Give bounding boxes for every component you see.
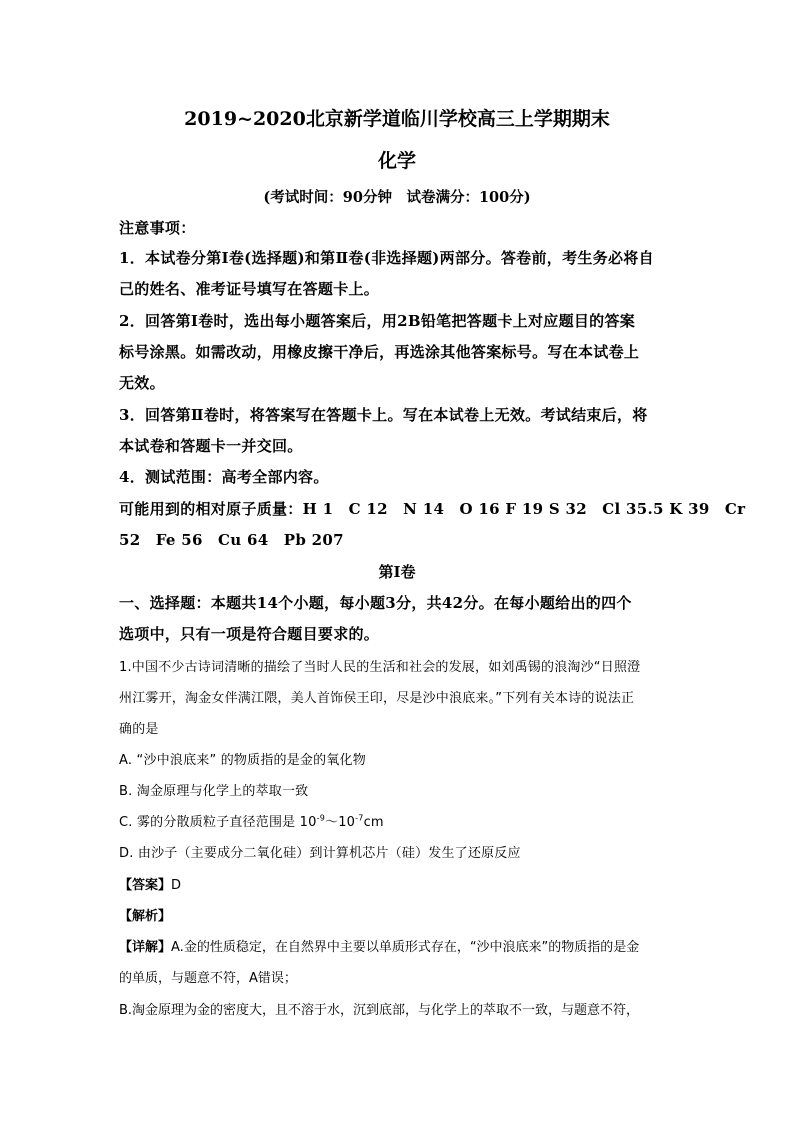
notice-heading: 注意事项： <box>119 219 196 237</box>
option-c-prefix: C. 雾的分散质粒子直径范围是 10 <box>119 815 317 830</box>
option-c-unit: cm <box>363 815 384 830</box>
option-c-exponent-2: -7 <box>355 813 364 823</box>
answer-tag: 【答案】 <box>119 878 172 893</box>
section-desc-line-2: 选项中，只有一项是符合题目要求的。 <box>119 625 380 643</box>
question-1-line-1: 1.中国不少古诗词清晰的描绘了当时人民的生活和社会的发展，如刘禹锡的浪淘沙“日照澄 <box>119 660 641 675</box>
answer-value: D <box>171 878 182 893</box>
exam-title: 2019~2020北京新学道临川学校高三上学期期末 <box>184 108 610 130</box>
notice-item-2-line-3: 无效。 <box>119 374 165 392</box>
notice-item-3-line-1: 3．回答第Ⅱ卷时，将答案写在答题卡上。写在本试卷上无效。考试结束后，将 <box>119 406 648 424</box>
notice-item-1-line-1: 1．本试卷分第Ⅰ卷(选择题)和第Ⅱ卷(非选择题)两部分。答卷前，考生务必将自 <box>119 249 654 267</box>
detail-line-2: 的单质，与题意不符，A错误； <box>119 971 297 986</box>
notice-item-4: 4．测试范围：高考全部内容。 <box>119 468 329 486</box>
analysis-tag: 【解析】 <box>119 909 172 924</box>
detail-text-1: A.金的性质稳定，在自然界中主要以单质形式存在，“沙中浪底来”的物质指的是金 <box>171 940 640 955</box>
option-c <box>119 811 679 830</box>
option-b: B. 淘金原理与化学上的萃取一致 <box>119 784 309 799</box>
detail-tag: 【详解】 <box>119 940 172 955</box>
notice-item-2-line-1: 2．回答第Ⅰ卷时，选出每小题答案后，用2B铅笔把答题卡上对应题目的答案 <box>119 312 636 330</box>
detail-line-3: B.淘金原理为金的密度大，且不溶于水，沉到底部，与化学上的萃取不一致，与题意不符， <box>119 1003 640 1018</box>
notice-item-2-line-2: 标号涂黑。如需改动，用橡皮擦干净后，再选涂其他答案标号。写在本试卷上 <box>119 343 640 361</box>
option-c-middle: ～10 <box>325 815 356 830</box>
section-title: 第Ⅰ卷 <box>378 563 416 581</box>
detail-line-1 <box>119 936 679 955</box>
subject-title: 化学 <box>377 150 416 172</box>
question-1-line-3: 确的是 <box>119 722 159 737</box>
answer-line <box>119 874 679 893</box>
section-desc-line-1: 一、选择题：本题共14个小题，每小题3分，共42分。在每小题给出的四个 <box>119 594 632 612</box>
atomic-mass-line-1: 可能用到的相对原子质量：H 1 C 12 N 14 O 16 F 19 S 32 Cl 35.5 K 39 Cr <box>119 500 746 518</box>
option-c-exponent-1: -9 <box>316 813 326 823</box>
option-a: A. “沙中浪底来” 的物质指的是金的氧化物 <box>119 753 366 768</box>
analysis-line <box>119 905 679 924</box>
question-1-line-2: 州江雾开，淘金女伴满江隈，美人首饰侯王印，尽是沙中浪底来。”下列有关本诗的说法正 <box>119 691 635 706</box>
notice-item-1-line-2: 己的姓名、准考证号填写在答题卡上。 <box>119 280 380 298</box>
notice-item-3-line-2: 本试卷和答题卡一并交回。 <box>119 437 303 455</box>
exam-info: (考试时间：90分钟 试卷满分：100分) <box>263 189 531 206</box>
atomic-mass-line-2: 52 Fe 56 Cu 64 Pb 207 <box>119 531 344 549</box>
option-d: D. 由沙子（主要成分二氧化硅）到计算机芯片（硅）发生了还原反应 <box>119 846 521 861</box>
